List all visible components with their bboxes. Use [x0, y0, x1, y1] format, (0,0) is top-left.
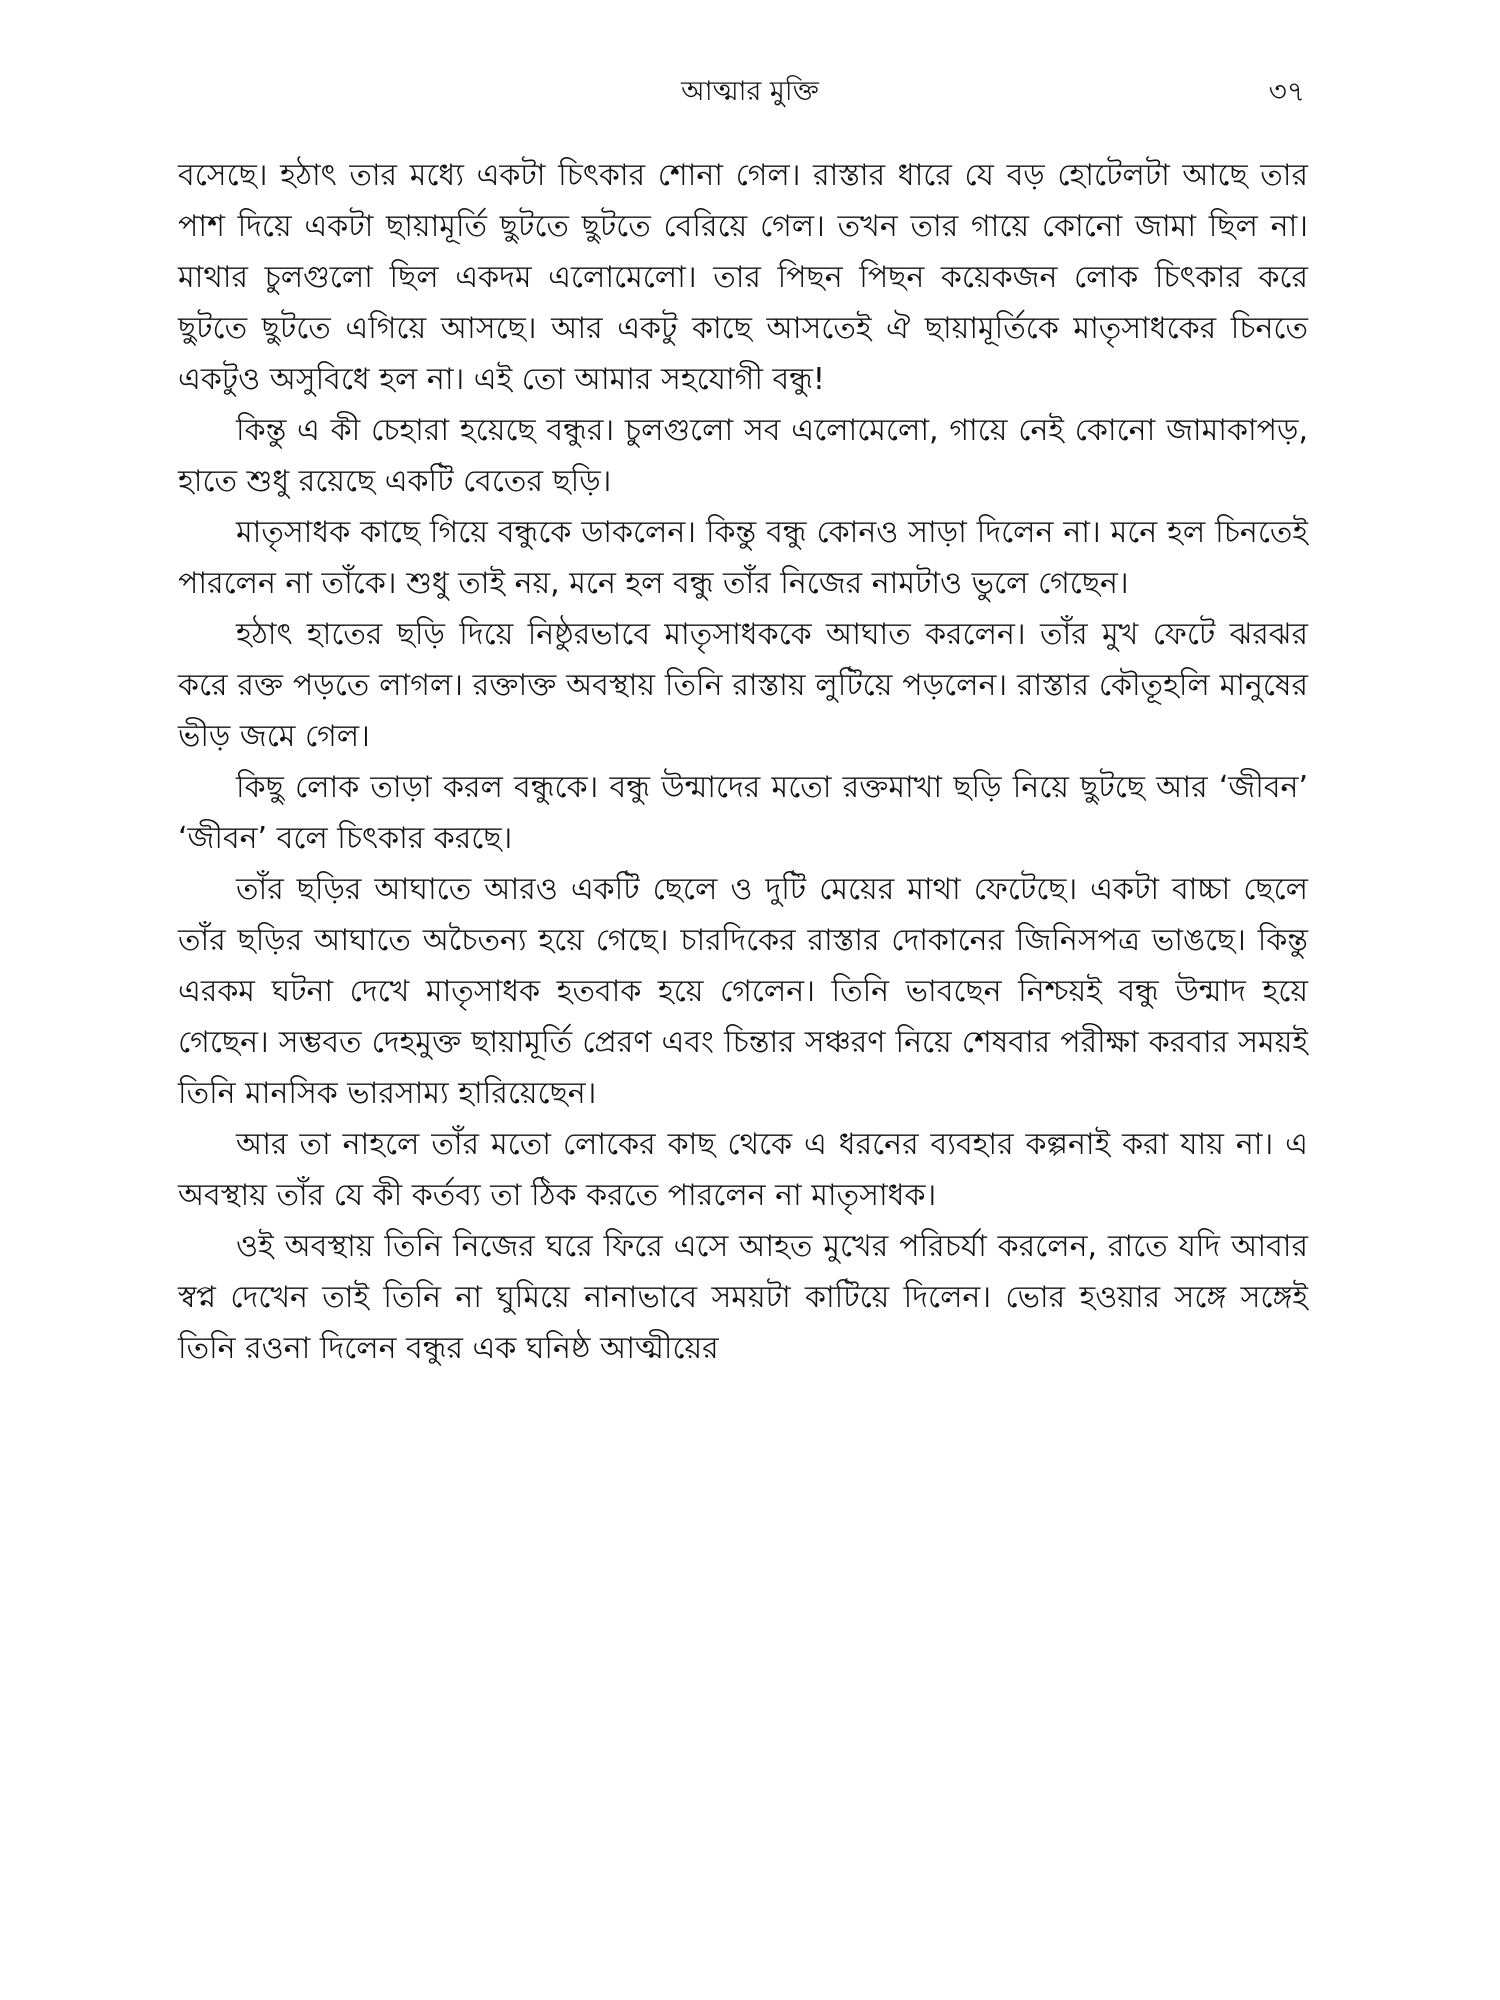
paragraph: তাঁর ছড়ির আঘাতে আরও একটি ছেলে ও দুটি মেয়ের মাথা ফেটেছে। একটা বাচ্চা ছেলে তাঁর ছড়ির আঘাতে অচৈতন্য হয়ে গেছে। চারদিকের রাস্তার দোকানের জিনিসপত্র ভাঙছে। কিন্তু এরকম ঘটনা দেখে মাতৃসাধক হতবাক হয়ে গেলেন। তিনি ভাবছেন নিশ্চয়ই বন্ধু উন্মাদ হয়ে গেছেন। সম্ভবত দেহমুক্ত ছায়ামূর্তি প্রেরণ এবং চিন্তার সঞ্চরণ নিয়ে শেষবার পরীক্ষা করবার সময়ই তিনি মানসিক ভারসাম্য হারিয়েছেন। [178, 872, 1308, 1111]
paragraph: কিছু লোক তাড়া করল বন্ধুকে। বন্ধু উন্মাদের মতো রক্তমাখা ছড়ি নিয়ে ছুটছে আর ‘জীবন’ ‘জীবন’ বলে চিৎকার করছে। [178, 770, 1308, 856]
page-number: ৩৭ [1268, 75, 1305, 108]
paragraph: হঠাৎ হাতের ছড়ি দিয়ে নিষ্ঠুরভাবে মাতৃসাধককে আঘাত করলেন। তাঁর মুখ ফেটে ঝরঝর করে রক্ত পড়তে লাগল। রক্তাক্ত অবস্থায় তিনি রাস্তায় লুটিয়ে পড়লেন। রাস্তার কৌতূহলি মানুষের ভীড় জমে গেল। [178, 617, 1308, 754]
paragraph: বসেছে। হঠাৎ তার মধ্যে একটা চিৎকার শোনা গেল। রাস্তার ধারে যে বড় হোটেলটা আছে তার পাশ দিয়ে একটা ছায়ামূর্তি ছুটতে ছুটতে বেরিয়ে গেল। তখন তার গায়ে কোনো জামা ছিল না। মাথার চুলগুলো ছিল একদম এলোমেলো। তার পিছন পিছন কয়েকজন লোক চিৎকার করে ছুটতে ছুটতে এগিয়ে আসছে। আর একটু কাছে আসতেই ঐ ছায়ামূর্তিকে মাতৃসাধকের চিনতে একটুও অসুবিধে হল না। এই তো আমার সহযোগী বন্ধু! [178, 158, 1308, 397]
running-title: আত্মার মুক্তি [681, 76, 819, 107]
paragraph: মাতৃসাধক কাছে গিয়ে বন্ধুকে ডাকলেন। কিন্তু বন্ধু কোনও সাড়া দিলেন না। মনে হল চিনতেই পারলেন না তাঁকে। শুধু তাই নয়, মনে হল বন্ধু তাঁর নিজের নামটাও ভুলে গেছেন। [178, 515, 1308, 601]
paragraph: ওই অবস্থায় তিনি নিজের ঘরে ফিরে এসে আহত মুখের পরিচর্যা করলেন, রাতে যদি আবার স্বপ্ন দেখেন তাই তিনি না ঘুমিয়ে নানাভাবে সময়টা কাটিয়ে দিলেন। ভোর হওয়ার সঙ্গে সঙ্গেই তিনি রওনা দিলেন বন্ধুর এক ঘনিষ্ঠ আত্মীয়ের [178, 1229, 1308, 1366]
body-text [178, 150, 1308, 1970]
paragraph: কিন্তু এ কী চেহারা হয়েছে বন্ধুর। চুলগুলো সব এলোমেলো, গায়ে নেই কোনো জামাকাপড়, হাতে শুধু রয়েছে একটি বেতের ছড়ি। [178, 413, 1308, 499]
paragraph: আর তা নাহলে তাঁর মতো লোকের কাছ থেকে এ ধরনের ব্যবহার কল্পনাই করা যায় না। এ অবস্থায় তাঁর যে কী কর্তব্য তা ঠিক করতে পারলেন না মাতৃসাধক। [178, 1127, 1308, 1213]
